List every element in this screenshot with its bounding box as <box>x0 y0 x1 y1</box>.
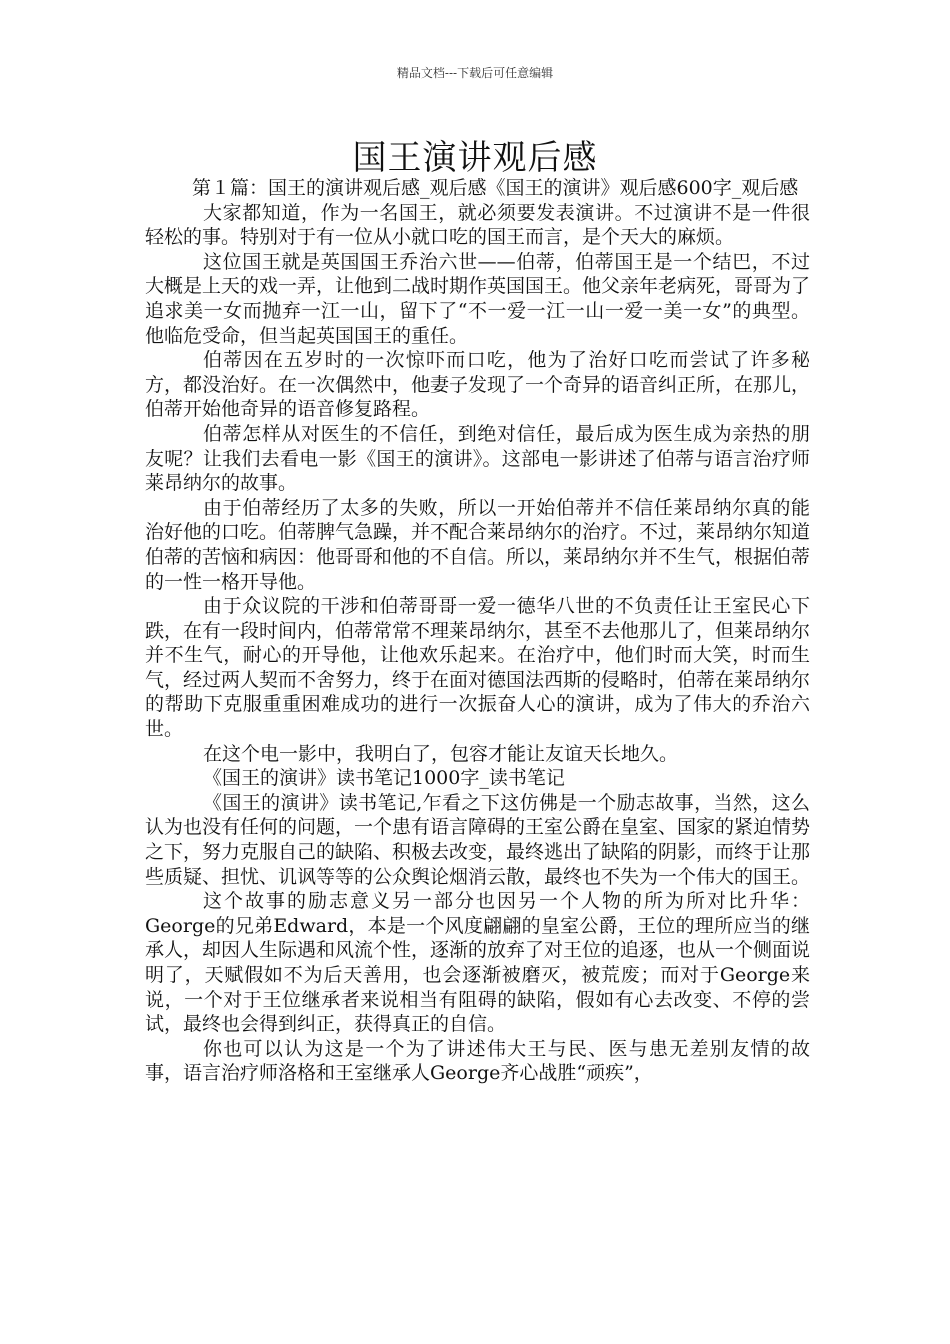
page-header: 精品文档---下载后可任意编辑 <box>396 66 554 80</box>
paragraph: 由于伯蒂经历了太多的失败，所以一开始伯蒂并不信任莱昂纳尔真的能治好他的口吃。伯蒂脾气急躁，并不配合莱昂纳尔的治疗。不过，莱昂纳尔知道伯蒂的苦恼和病因：他哥哥和他的不自信。所以，莱昂纳尔并不生气，根据伯蒂的一性一格开导他。 <box>145 496 811 593</box>
document-body <box>145 176 810 1086</box>
section-heading: 第１篇：国王的演讲观后感_观后感《国王的演讲》观后感600字_观后感 <box>192 177 799 199</box>
paragraph: 在这个电一影中，我明白了，包容才能让友谊天长地久。 <box>203 742 679 765</box>
paragraph: 由于众议院的干涉和伯蒂哥哥一爱一德华八世的不负责任让王室民心下跌，在有一段时间内，伯蒂常常不理莱昂纳尔，甚至不去他那儿了，但莱昂纳尔并不生气，耐心的开导他，让他欢乐起来。在治疗中，他们时而大笑，时而生气，经过两人契而不舍努力，终于在面对德国法西斯的侵略时，伯蒂在莱昂纳尔的帮助下克服重重困难成功的进行一次振奋人心的演讲，成为了伟大的乔治六世。 <box>145 595 811 741</box>
paragraph: 伯蒂因在五岁时的一次惊吓而口吃，他为了治好口吃而尝试了许多秘方，都没治好。在一次偶然中，他妻子发现了一个奇异的语音纠正所，在那儿，伯蒂开始他奇异的语音修复路程。 <box>145 349 811 421</box>
document-title: 国王演讲观后感 <box>352 138 598 178</box>
paragraph: 《国王的演讲》读书笔记,乍看之下这仿佛是一个励志故事，当然，这么认为也没有任何的问题，一个患有语言障碍的王室公爵在皇室、国家的紧迫情势之下，努力克服自己的缺陷、积极去改变，最终逃出了缺陷的阴影，而终于让那些质疑、担忧、讥讽等等的公众舆论烟消云散，最终也不失为一个伟大的国王。 <box>145 791 811 888</box>
paragraph: 这个故事的励志意义另一部分也因另一个人物的所为所对比升华：George的兄弟Edward，本是一个风度翩翩的皇室公爵，王位的理所应当的继承人，却因人生际遇和风流个性，逐渐的放弃了对王位的追逐，也从一个侧面说明了，天赋假如不为后天善用，也会逐渐被磨灭，被荒废；而对于George来说，一个对于王位继承者来说相当有阻碍的缺陷，假如有心去改变、不停的尝试，最终也会得到纠正，获得真正的自信。 <box>145 890 811 1036</box>
section-heading: 《国王的演讲》读书笔记1000字_读书笔记 <box>203 767 565 790</box>
paragraph: 大家都知道，作为一名国王，就必须要发表演讲。不过演讲不是一件很轻松的事。特别对于有一位从小就口吃的国王而言，是个天大的麻烦。 <box>145 201 810 249</box>
paragraph: 伯蒂怎样从对医生的不信任，到绝对信任，最后成为医生成为亲热的朋友呢？让我们去看电一影《国王的演讲》。这部电一影讲述了伯蒂与语言治疗师莱昂纳尔的故事。 <box>145 422 810 495</box>
paragraph: 你也可以认为这是一个为了讲述伟大王与民、医与患无差别友情的故事，语言治疗师洛格和王室继承人George齐心战胜“顽疾”， <box>145 1037 810 1085</box>
paragraph: 这位国王就是英国国王乔治六世——伯蒂，伯蒂国王是一个结巴，不过大概是上天的戏一弄，让他到二战时期作英国国王。他父亲年老病死，哥哥为了追求美一女而抛弃一江一山，留下了“不一爱一江一山一爱一美一女”的典型。他临危受命，但当起英国国王的重任。 <box>145 250 811 347</box>
